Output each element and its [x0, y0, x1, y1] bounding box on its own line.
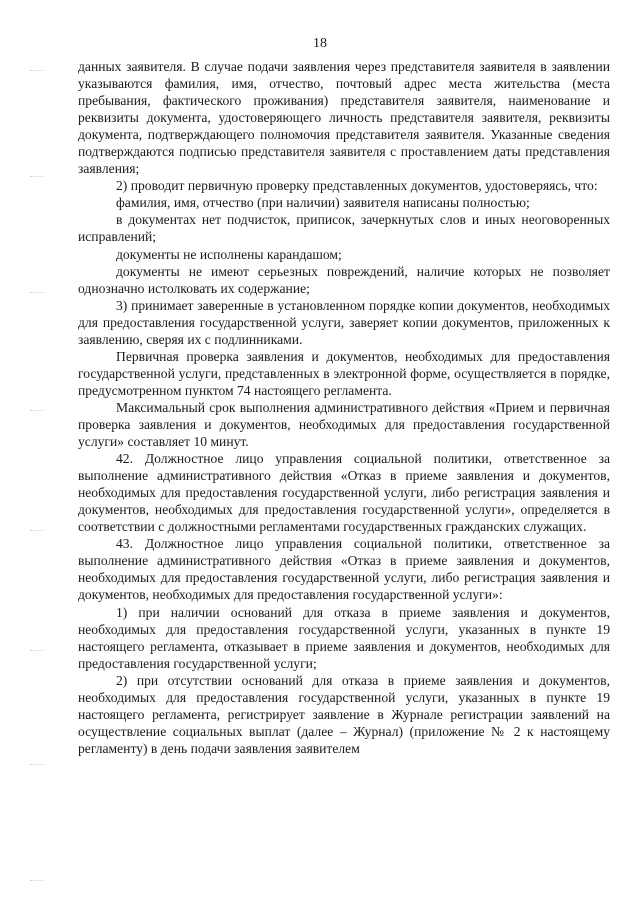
scan-artifact: [30, 650, 44, 654]
paragraph-43-item-1: 1) при наличии оснований для отказа в приеме заявления и документов, необходимых для предоставления государственной услуги, указанных в пункте 19 настоящего регламента, отказывает в приеме заявления и документов, необходимых для предоставления государственной услуги;: [78, 604, 610, 671]
document-body: [78, 58, 610, 757]
paragraph-item-3: 3) принимает заверенные в установленном порядке копии документов, необходимых для предоставления государственной услуги, заверяет копии документов, приложенных к заявлению, сверяя их с подлинниками.: [78, 297, 610, 347]
paragraph-43-item-2: 2) при отсутствии оснований для отказа в приеме заявления и документов, необходимых для предоставления государственной услуги, указанных в пункте 19 настоящего регламента, регистрирует заявление в Журнале регистрации заявлений на осуществление социальных выплат (далее – Журнал) (приложение № 2 к настоящему регламенту) в день подачи заявления заявителем: [78, 672, 610, 756]
scan-artifact: [30, 176, 44, 180]
paragraph-42: 42. Должностное лицо управления социальной политики, ответственное за выполнение административного действия «Отказ в приеме заявления и документов, необходимых для предоставления государственной услуги, либо регистрация заявления и документов, необходимых для предоставления государственной услуги», определяется в соответствии с должностными регламентами государственных гражданских служащих.: [78, 451, 610, 535]
paragraph-check-pencil: документы не исполнены карандашом;: [116, 246, 342, 262]
paragraph-43: 43. Должностное лицо управления социальной политики, ответственное за выполнение административного действия «Отказ в приеме заявления и документов, необходимых для предоставления государственной услуги, либо регистрация заявления и документов, необходимых для предоставления государственной услуги»:: [78, 536, 610, 603]
scan-artifact: [30, 292, 44, 296]
scan-artifact: [30, 530, 44, 534]
scan-artifact: [30, 410, 44, 414]
paragraph-check-corrections: в документах нет подчисток, приписок, зачеркнутых слов и иных неоговоренных исправлений;: [78, 212, 610, 245]
scan-artifact: [30, 70, 44, 74]
paragraph-item-2: 2) проводит первичную проверку представленных документов, удостоверяясь, что:: [116, 178, 598, 194]
paragraph-max-time: Максимальный срок выполнения административного действия «Прием и первичная проверка заявления и документов, необходимых для предоставления государственной услуги» составляет 10 минут.: [78, 399, 610, 450]
paragraph-electronic-check: Первичная проверка заявления и документов, необходимых для предоставления государственной услуги, представленных в электронной форме, осуществляется в порядке, предусмотренном пунктом 74 настоящего регламента.: [78, 348, 610, 398]
page-number: 18: [313, 36, 327, 51]
scan-artifact: [30, 764, 44, 768]
paragraph-check-damage: документы не имеют серьезных повреждений, наличие которых не позволяет однозначно истолковать их содержание;: [78, 263, 610, 296]
scan-artifact: [30, 880, 44, 884]
paragraph-continuation: данных заявителя. В случае подачи заявления через представителя заявителя в заявлении указываются фамилия, имя, отчество, почтовый адрес места жительства (места пребывания, фактического проживания) представителя заявителя, наименование и реквизиты документа, удостоверяющего личность представителя заявителя, реквизиты документа, подтверждающего полномочия представителя заявителя. Указанные сведения подтверждаются подписью представителя заявителя с проставлением даты представления заявления;: [78, 59, 610, 177]
paragraph-check-name: фамилия, имя, отчество (при наличии) заявителя написаны полностью;: [116, 195, 530, 211]
